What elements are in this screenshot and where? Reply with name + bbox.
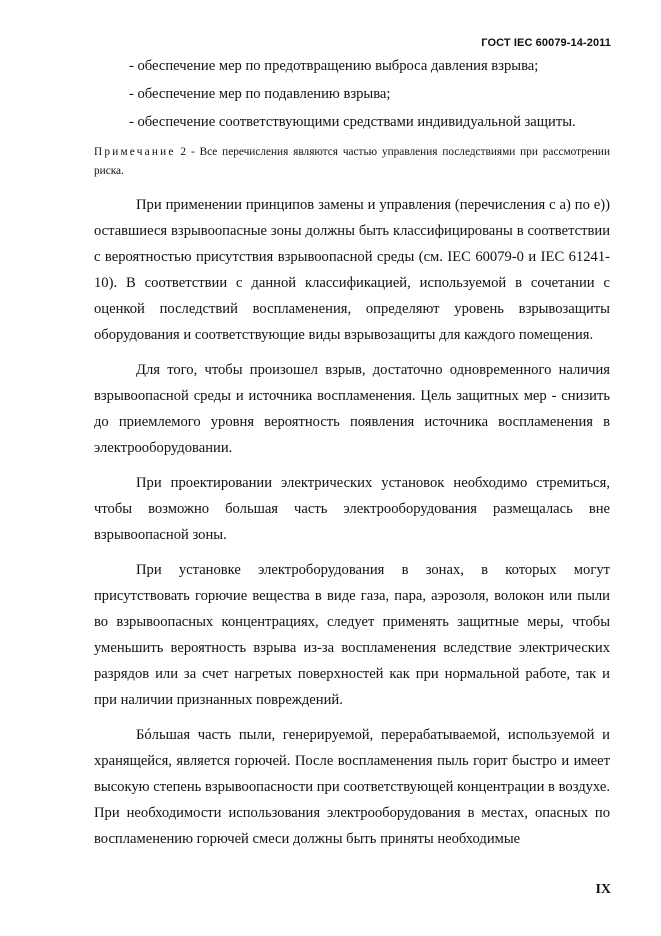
list-item: - обеспечение мер по подавлению взрыва; [129,86,391,102]
note-label: Примечание [94,146,176,158]
note-text: 2 - Все перечисления являются частью управления последствиями при рассмотрении риска. [94,146,610,177]
document-code-header: ГОСТ IEC 60079-14-2011 [481,37,611,49]
paragraph: Бóльшая часть пыли, генерируемой, перерабатываемой, используемой и хранящейся, является горючей. После воспламенения пыль горит быстро и имеет высокую степень взрывоопасности при соответствующей концентрации в воздухе. При необходимости использования электрооборудования в местах, опасных по воспламенению горючей смеси должны быть приняты необходимые [94,727,610,847]
list-item: - обеспечение соответствующими средствами индивидуальной защиты. [129,114,576,130]
paragraph: При установке электроборудования в зонах, в которых могут присутствовать горючие вещества в виде газа, пара, аэрозоля, волокон или пыли во взрывоопасных концентрациях, следует применять защитные меры, чтобы уменьшить вероятность взрыва из-за воспламенения вследствие электрических разрядов или за счет нагретых поверхностей как при нормальной работе, так и при наличии признанных повреждений. [94,562,610,708]
body-text [94,52,610,852]
page-number: IX [595,882,611,897]
paragraph: При применении принципов замены и управления (перечисления с а) по е)) оставшиеся взрывоопасные зоны должны быть классифицированы в соответствии с вероятностью присутствия взрывоопасной среды (см. IEC 60079-0 и IEC 61241-10). В соответствии с данной классификацией, используемой в сочетании с оценкой последствий воспламенения, определяют уровень взрывозащиты оборудования и соответствующие виды взрывозащиты для каждого помещения. [94,197,610,343]
paragraph: Для того, чтобы произошел взрыв, достаточно одновременного наличия взрывоопасной среды и источника воспламенения. Цель защитных мер - снизить до приемлемого уровня вероятность появления источника воспламенения в электрооборудовании. [94,362,610,456]
list-item: - обеспечение мер по предотвращению выброса давления взрыва; [129,58,539,74]
note [94,143,610,181]
paragraph: При проектировании электрических установок необходимо стремиться, чтобы возможно большая часть электрооборудования размещалась вне взрывоопасной зоны. [94,475,610,543]
